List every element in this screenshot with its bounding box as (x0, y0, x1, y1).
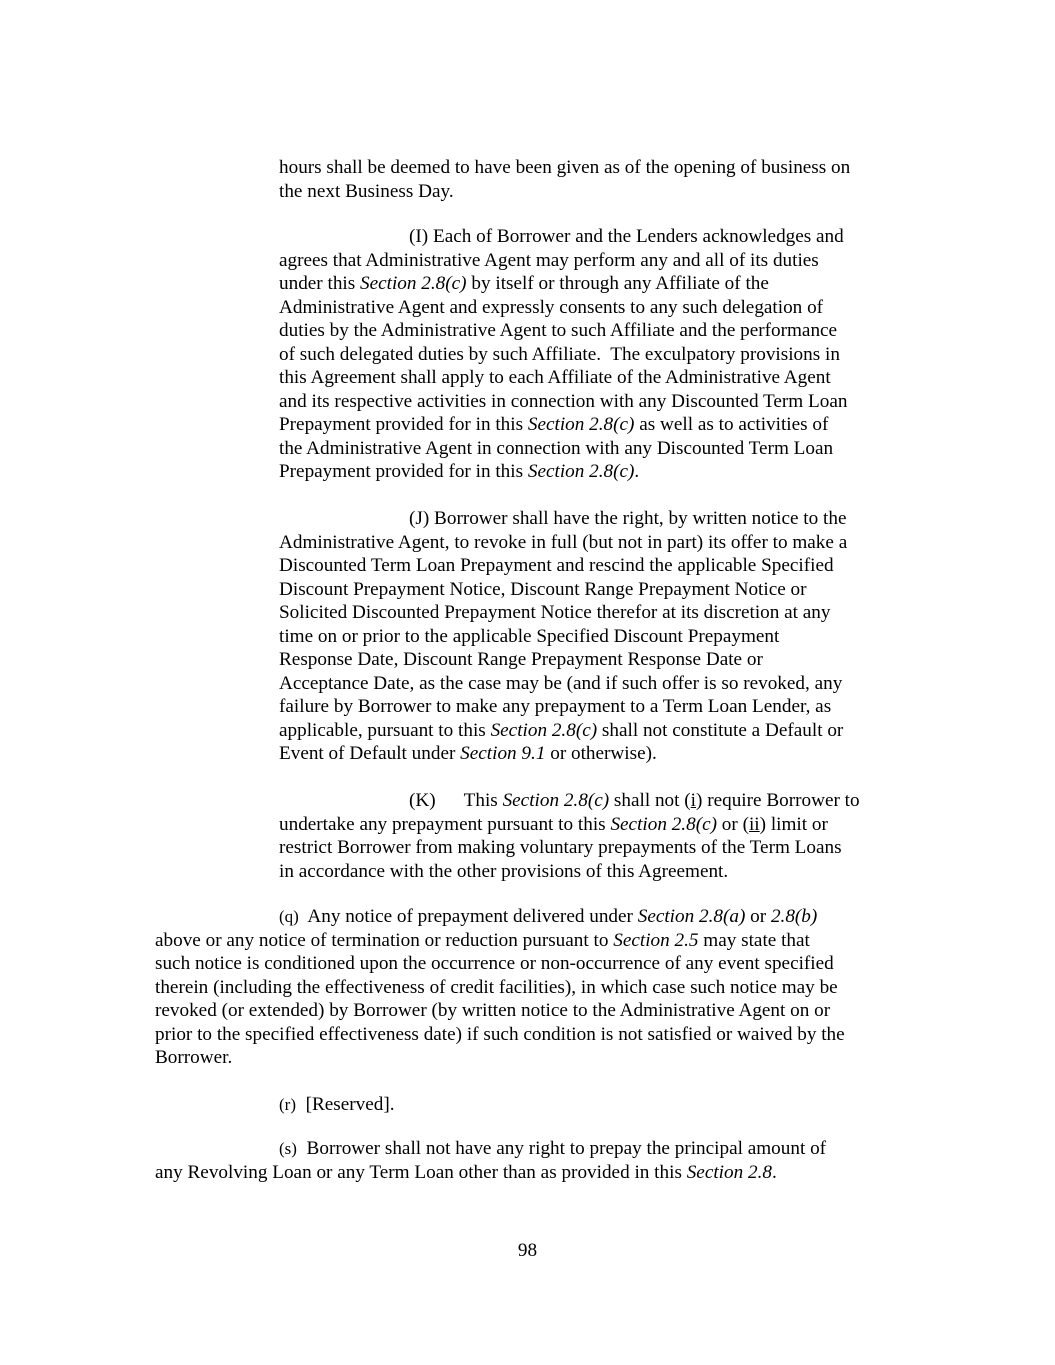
section-reference: Section 2.8 (686, 1161, 772, 1183)
text-line: this Agreement shall apply to each Affiliate of the Administrative Agent (279, 367, 831, 388)
text-line: under this Section 2.8(c) by itself or through any Affiliate of the (279, 273, 769, 294)
text-line: in accordance with the other provisions of this Agreement. (279, 860, 729, 882)
continuation-paragraph (279, 156, 850, 203)
text-line: Solicited Discounted Prepayment Notice therefor at its discretion at any (279, 602, 831, 623)
text-line: Administrative Agent, to revoke in full (but not in part) its offer to make a (279, 531, 848, 553)
text-line: Prepayment provided for in this Section 2.8(c). (279, 461, 640, 482)
section-reference: Section 2.5 (613, 929, 699, 951)
text-line: (r) [Reserved]. (279, 1094, 395, 1115)
paragraph-label: (J) (409, 508, 430, 529)
text-line: the next Business Day. (279, 180, 454, 202)
clause-number: i (690, 790, 697, 811)
paragraph-label: (K) (409, 790, 436, 811)
text-line: Administrative Agent and expressly consents to any such delegation of (279, 296, 824, 318)
paragraph-label: (I) (409, 226, 429, 247)
text-line: revoked (or extended) by Borrower (by written notice to the Administrative Agent on or (155, 1000, 831, 1021)
text-line: (J) Borrower shall have the right, by written notice to the (279, 507, 847, 531)
text-line: duties by the Administrative Agent to such Affiliate and the performance (279, 320, 838, 341)
text-line: Prepayment provided for in this Section 2.8(c) as well as to activities of (279, 414, 829, 435)
text-line: such notice is conditioned upon the occurrence or non-occurrence of any event specified (155, 953, 834, 974)
section-reference: Section 9.1 (460, 743, 546, 764)
text-line: failure by Borrower to make any prepayment to a Term Loan Lender, as (279, 696, 832, 717)
section-reference: Section 2.8(c) (527, 461, 635, 482)
paragraph-r (279, 1093, 395, 1117)
text-line: (I) Each of Borrower and the Lenders acknowledges and (279, 225, 847, 249)
paragraph-s (155, 1137, 826, 1184)
text-line: Discounted Term Loan Prepayment and rescind the applicable Specified (279, 555, 834, 576)
paragraph-label: (s) (279, 1139, 297, 1158)
section-reference: 2.8(b) (770, 906, 818, 927)
section-reference: Section 2.8(c) (360, 273, 467, 294)
paragraph-K (279, 789, 860, 883)
page-number: 98 (517, 1240, 538, 1261)
text-line: above or any notice of termination or reduction pursuant to Section 2.5 may state that (155, 929, 810, 951)
section-reference: Section 2.8(c) (502, 790, 610, 811)
text-line: time on or prior to the applicable Specified Discount Prepayment (279, 625, 780, 647)
text-line: undertake any prepayment pursuant to this Section 2.8(c) or (ii) limit or (279, 813, 828, 835)
text-line: therein (including the effectiveness of credit facilities), in which case such notice may be (155, 976, 838, 998)
paragraph-I (279, 225, 847, 484)
text-line: hours shall be deemed to have been given as of the opening of business on (279, 157, 851, 178)
text-line: any Revolving Loan or any Term Loan other than as provided in this Section 2.8. (155, 1161, 777, 1183)
text-line: Response Date, Discount Range Prepayment Response Date or (279, 649, 763, 670)
text-line: of such delegated duties by such Affiliate. The exculpatory provisions in (279, 343, 840, 365)
text-line: Discount Prepayment Notice, Discount Range Prepayment Notice or (279, 578, 807, 600)
paragraph-q (155, 905, 845, 1070)
paragraph-label: (q) (279, 907, 299, 926)
clause-number: ii (748, 813, 760, 835)
paragraph-label: (r) (279, 1095, 296, 1114)
paragraph-J (279, 507, 847, 766)
text-line: Borrower. (155, 1047, 233, 1068)
section-reference: Section 2.8(c) (527, 414, 635, 435)
text-line: the Administrative Agent in connection with any Discounted Term Loan (279, 437, 834, 459)
text-line: and its respective activities in connection with any Discounted Term Loan (279, 390, 848, 412)
text-line: (s) Borrower shall not have any right to prepay the principal amount of (279, 1138, 827, 1159)
text-line: applicable, pursuant to this Section 2.8(c) shall not constitute a Default or (279, 719, 844, 741)
text-line: prior to the specified effectiveness date) if such condition is not satisfied or waived by the (155, 1023, 845, 1045)
section-reference: Section 2.8(a) (637, 906, 746, 927)
text-line: agrees that Administrative Agent may perform any and all of its duties (279, 249, 819, 271)
text-line: Event of Default under Section 9.1 or otherwise). (279, 743, 657, 764)
text-line: (q) Any notice of prepayment delivered under Section 2.8(a) or 2.8(b) (279, 906, 818, 927)
text-line: restrict Borrower from making voluntary prepayments of the Term Loans (279, 837, 842, 858)
text-line: (K) This Section 2.8(c) shall not (i) require Borrower to (279, 789, 860, 813)
text-line: Acceptance Date, as the case may be (and if such offer is so revoked, any (279, 672, 843, 694)
section-reference: Section 2.8(c) (610, 813, 717, 835)
section-reference: Section 2.8(c) (490, 719, 598, 741)
